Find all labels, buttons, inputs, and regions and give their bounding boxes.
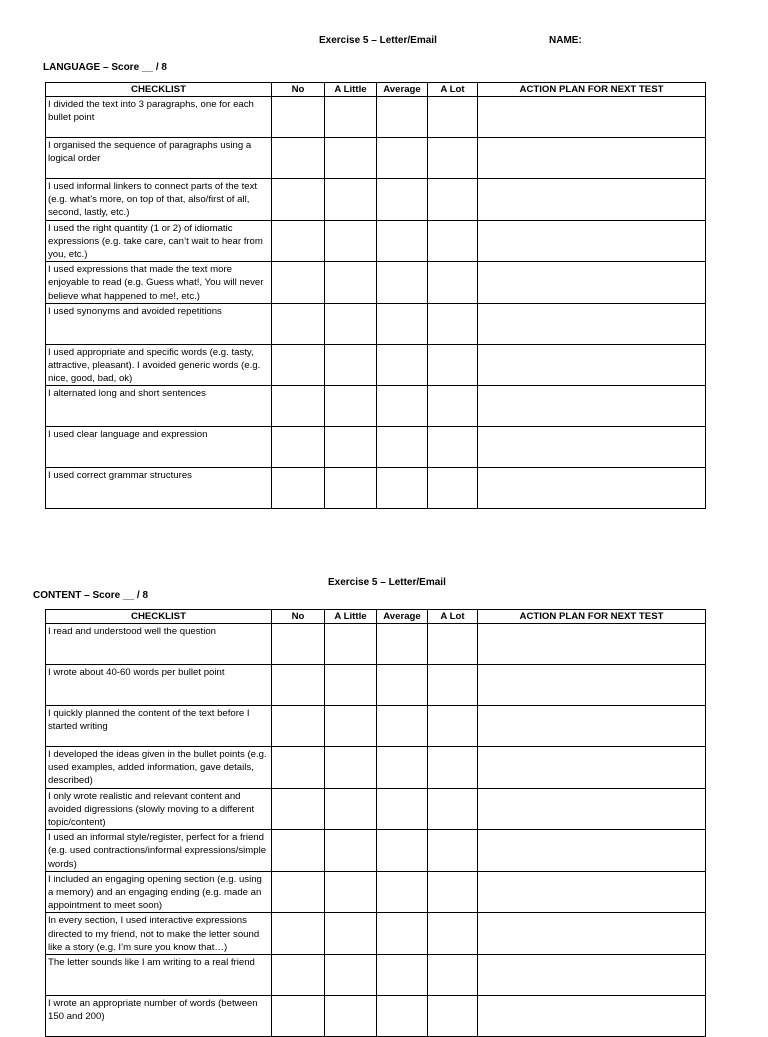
a-little-cell[interactable] — [325, 303, 377, 344]
a-little-cell[interactable] — [325, 830, 377, 872]
a-lot-cell[interactable] — [428, 386, 478, 427]
language-checklist-body — [46, 97, 706, 509]
a-little-cell[interactable] — [325, 747, 377, 789]
table-row — [46, 913, 706, 955]
average-cell[interactable] — [377, 427, 428, 468]
no-cell[interactable] — [272, 706, 325, 747]
content-checklist-body — [46, 624, 706, 1037]
table-row — [46, 747, 706, 789]
header-action-plan: ACTION PLAN FOR NEXT TEST — [478, 83, 706, 97]
checklist-item: I used an informal style/register, perfect for a friend (e.g. used contractions/informal expressions/simple words) — [46, 830, 272, 872]
table-row — [46, 303, 706, 344]
a-lot-cell[interactable] — [428, 706, 478, 747]
a-little-cell[interactable] — [325, 97, 377, 138]
a-lot-cell[interactable] — [428, 138, 478, 179]
a-lot-cell[interactable] — [428, 303, 478, 344]
content-score-label: CONTENT – Score __ / 8 — [33, 590, 149, 601]
average-cell[interactable] — [377, 871, 428, 913]
checklist-item: The letter sounds like I am writing to a real friend — [46, 955, 272, 996]
no-cell[interactable] — [272, 913, 325, 955]
exercise-title: Exercise 5 – Letter/Email — [319, 35, 437, 46]
no-cell[interactable] — [272, 220, 325, 262]
a-little-cell[interactable] — [325, 624, 377, 665]
average-cell[interactable] — [377, 344, 428, 386]
a-lot-cell[interactable] — [428, 97, 478, 138]
header-average: Average — [377, 610, 428, 624]
table-row — [46, 97, 706, 138]
a-little-cell[interactable] — [325, 468, 377, 509]
no-cell[interactable] — [272, 179, 325, 221]
action-plan-cell[interactable] — [478, 871, 706, 913]
a-little-cell[interactable] — [325, 788, 377, 830]
table-row — [46, 427, 706, 468]
table-row — [46, 179, 706, 221]
a-little-cell[interactable] — [325, 871, 377, 913]
action-plan-cell[interactable] — [478, 913, 706, 955]
header-average: Average — [377, 83, 428, 97]
a-lot-cell[interactable] — [428, 468, 478, 509]
no-cell[interactable] — [272, 624, 325, 665]
table-row — [46, 788, 706, 830]
a-lot-cell[interactable] — [428, 996, 478, 1037]
a-little-cell[interactable] — [325, 427, 377, 468]
no-cell[interactable] — [272, 468, 325, 509]
checklist-item: I alternated long and short sentences — [46, 386, 272, 427]
a-lot-cell[interactable] — [428, 955, 478, 996]
a-little-cell[interactable] — [325, 262, 377, 304]
a-little-cell[interactable] — [325, 386, 377, 427]
action-plan-cell[interactable] — [478, 747, 706, 789]
no-cell[interactable] — [272, 386, 325, 427]
checklist-item: In every section, I used interactive expressions directed to my friend, not to make the letter sound like a story (e.g. I’m sure you know that…) — [46, 913, 272, 955]
no-cell[interactable] — [272, 788, 325, 830]
table-row — [46, 344, 706, 386]
action-plan-cell[interactable] — [478, 955, 706, 996]
a-little-cell[interactable] — [325, 996, 377, 1037]
a-lot-cell[interactable] — [428, 344, 478, 386]
action-plan-cell[interactable] — [478, 138, 706, 179]
no-cell[interactable] — [272, 871, 325, 913]
table-row — [46, 996, 706, 1037]
checklist-item: I only wrote realistic and relevant content and avoided digressions (slowly moving to a different topic/content) — [46, 788, 272, 830]
table-row — [46, 220, 706, 262]
no-cell[interactable] — [272, 344, 325, 386]
average-cell[interactable] — [377, 706, 428, 747]
average-cell[interactable] — [377, 788, 428, 830]
table-row — [46, 706, 706, 747]
action-plan-cell[interactable] — [478, 344, 706, 386]
a-lot-cell[interactable] — [428, 830, 478, 872]
action-plan-cell[interactable] — [478, 706, 706, 747]
action-plan-cell[interactable] — [478, 97, 706, 138]
action-plan-cell[interactable] — [478, 220, 706, 262]
average-cell[interactable] — [377, 97, 428, 138]
action-plan-cell[interactable] — [478, 830, 706, 872]
header-a-lot: A Lot — [428, 83, 478, 97]
checklist-item: I used expressions that made the text more enjoyable to read (e.g. Guess what!, You will never believe what happened to me!, etc.) — [46, 262, 272, 304]
a-lot-cell[interactable] — [428, 871, 478, 913]
language-score-label: LANGUAGE – Score __ / 8 — [43, 62, 167, 73]
header-checklist: CHECKLIST — [46, 610, 272, 624]
average-cell[interactable] — [377, 262, 428, 304]
a-lot-cell[interactable] — [428, 913, 478, 955]
a-little-cell[interactable] — [325, 179, 377, 221]
action-plan-cell[interactable] — [478, 179, 706, 221]
header-no: No — [272, 83, 325, 97]
checklist-item: I included an engaging opening section (e.g. using a memory) and an engaging ending (e.g. made an appointment to meet soon) — [46, 871, 272, 913]
a-little-cell[interactable] — [325, 138, 377, 179]
content-checklist-table — [45, 609, 706, 1037]
header-a-little: A Little — [325, 610, 377, 624]
a-lot-cell[interactable] — [428, 665, 478, 706]
checklist-item: I organised the sequence of paragraphs using a logical order — [46, 138, 272, 179]
header-action-plan: ACTION PLAN FOR NEXT TEST — [478, 610, 706, 624]
average-cell[interactable] — [377, 665, 428, 706]
checklist-item: I divided the text into 3 paragraphs, one for each bullet point — [46, 97, 272, 138]
no-cell[interactable] — [272, 262, 325, 304]
a-lot-cell[interactable] — [428, 262, 478, 304]
table-row — [46, 665, 706, 706]
action-plan-cell[interactable] — [478, 427, 706, 468]
header-a-lot: A Lot — [428, 610, 478, 624]
no-cell[interactable] — [272, 138, 325, 179]
action-plan-cell[interactable] — [478, 788, 706, 830]
average-cell[interactable] — [377, 747, 428, 789]
action-plan-cell[interactable] — [478, 996, 706, 1037]
no-cell[interactable] — [272, 955, 325, 996]
no-cell[interactable] — [272, 830, 325, 872]
action-plan-cell[interactable] — [478, 468, 706, 509]
table-row — [46, 386, 706, 427]
average-cell[interactable] — [377, 468, 428, 509]
no-cell[interactable] — [272, 427, 325, 468]
checklist-item: I developed the ideas given in the bullet points (e.g. used examples, added information, gave details, described) — [46, 747, 272, 789]
a-little-cell[interactable] — [325, 665, 377, 706]
checklist-item: I used correct grammar structures — [46, 468, 272, 509]
action-plan-cell[interactable] — [478, 665, 706, 706]
checklist-item: I read and understood well the question — [46, 624, 272, 665]
checklist-item: I wrote an appropriate number of words (between 150 and 200) — [46, 996, 272, 1037]
table-row — [46, 468, 706, 509]
average-cell[interactable] — [377, 220, 428, 262]
action-plan-cell[interactable] — [478, 262, 706, 304]
header-a-little: A Little — [325, 83, 377, 97]
checklist-item: I quickly planned the content of the text before I started writing — [46, 706, 272, 747]
action-plan-cell[interactable] — [478, 386, 706, 427]
table-row — [46, 871, 706, 913]
table-row — [46, 624, 706, 665]
table-row — [46, 955, 706, 996]
average-cell[interactable] — [377, 179, 428, 221]
average-cell[interactable] — [377, 386, 428, 427]
average-cell[interactable] — [377, 138, 428, 179]
checklist-item: I used clear language and expression — [46, 427, 272, 468]
a-little-cell[interactable] — [325, 955, 377, 996]
checklist-item: I used informal linkers to connect parts of the text (e.g. what’s more, on top of that, also/first of all, second, lastly, etc.) — [46, 179, 272, 221]
language-checklist-table — [45, 82, 706, 509]
a-lot-cell[interactable] — [428, 179, 478, 221]
average-cell[interactable] — [377, 955, 428, 996]
a-little-cell[interactable] — [325, 706, 377, 747]
header-no: No — [272, 610, 325, 624]
no-cell[interactable] — [272, 747, 325, 789]
checklist-item: I used synonyms and avoided repetitions — [46, 303, 272, 344]
no-cell[interactable] — [272, 996, 325, 1037]
a-lot-cell[interactable] — [428, 747, 478, 789]
table-row — [46, 138, 706, 179]
a-lot-cell[interactable] — [428, 220, 478, 262]
checklist-item: I wrote about 40-60 words per bullet point — [46, 665, 272, 706]
average-cell[interactable] — [377, 830, 428, 872]
exercise-title-2: Exercise 5 – Letter/Email — [328, 577, 446, 588]
action-plan-cell[interactable] — [478, 303, 706, 344]
checklist-item: I used appropriate and specific words (e.g. tasty, attractive, pleasant). I avoided generic words (e.g. nice, good, bad, ok) — [46, 344, 272, 386]
a-lot-cell[interactable] — [428, 788, 478, 830]
no-cell[interactable] — [272, 97, 325, 138]
table-header-row — [46, 83, 706, 97]
table-row — [46, 830, 706, 872]
no-cell[interactable] — [272, 665, 325, 706]
a-lot-cell[interactable] — [428, 624, 478, 665]
average-cell[interactable] — [377, 624, 428, 665]
average-cell[interactable] — [377, 303, 428, 344]
a-little-cell[interactable] — [325, 913, 377, 955]
table-header-row — [46, 610, 706, 624]
average-cell[interactable] — [377, 913, 428, 955]
a-little-cell[interactable] — [325, 344, 377, 386]
action-plan-cell[interactable] — [478, 624, 706, 665]
checklist-item: I used the right quantity (1 or 2) of idiomatic expressions (e.g. take care, can’t wait to hear from you, etc.) — [46, 220, 272, 262]
average-cell[interactable] — [377, 996, 428, 1037]
no-cell[interactable] — [272, 303, 325, 344]
a-lot-cell[interactable] — [428, 427, 478, 468]
table-row — [46, 262, 706, 304]
name-label: NAME: — [549, 35, 582, 46]
header-checklist: CHECKLIST — [46, 83, 272, 97]
a-little-cell[interactable] — [325, 220, 377, 262]
